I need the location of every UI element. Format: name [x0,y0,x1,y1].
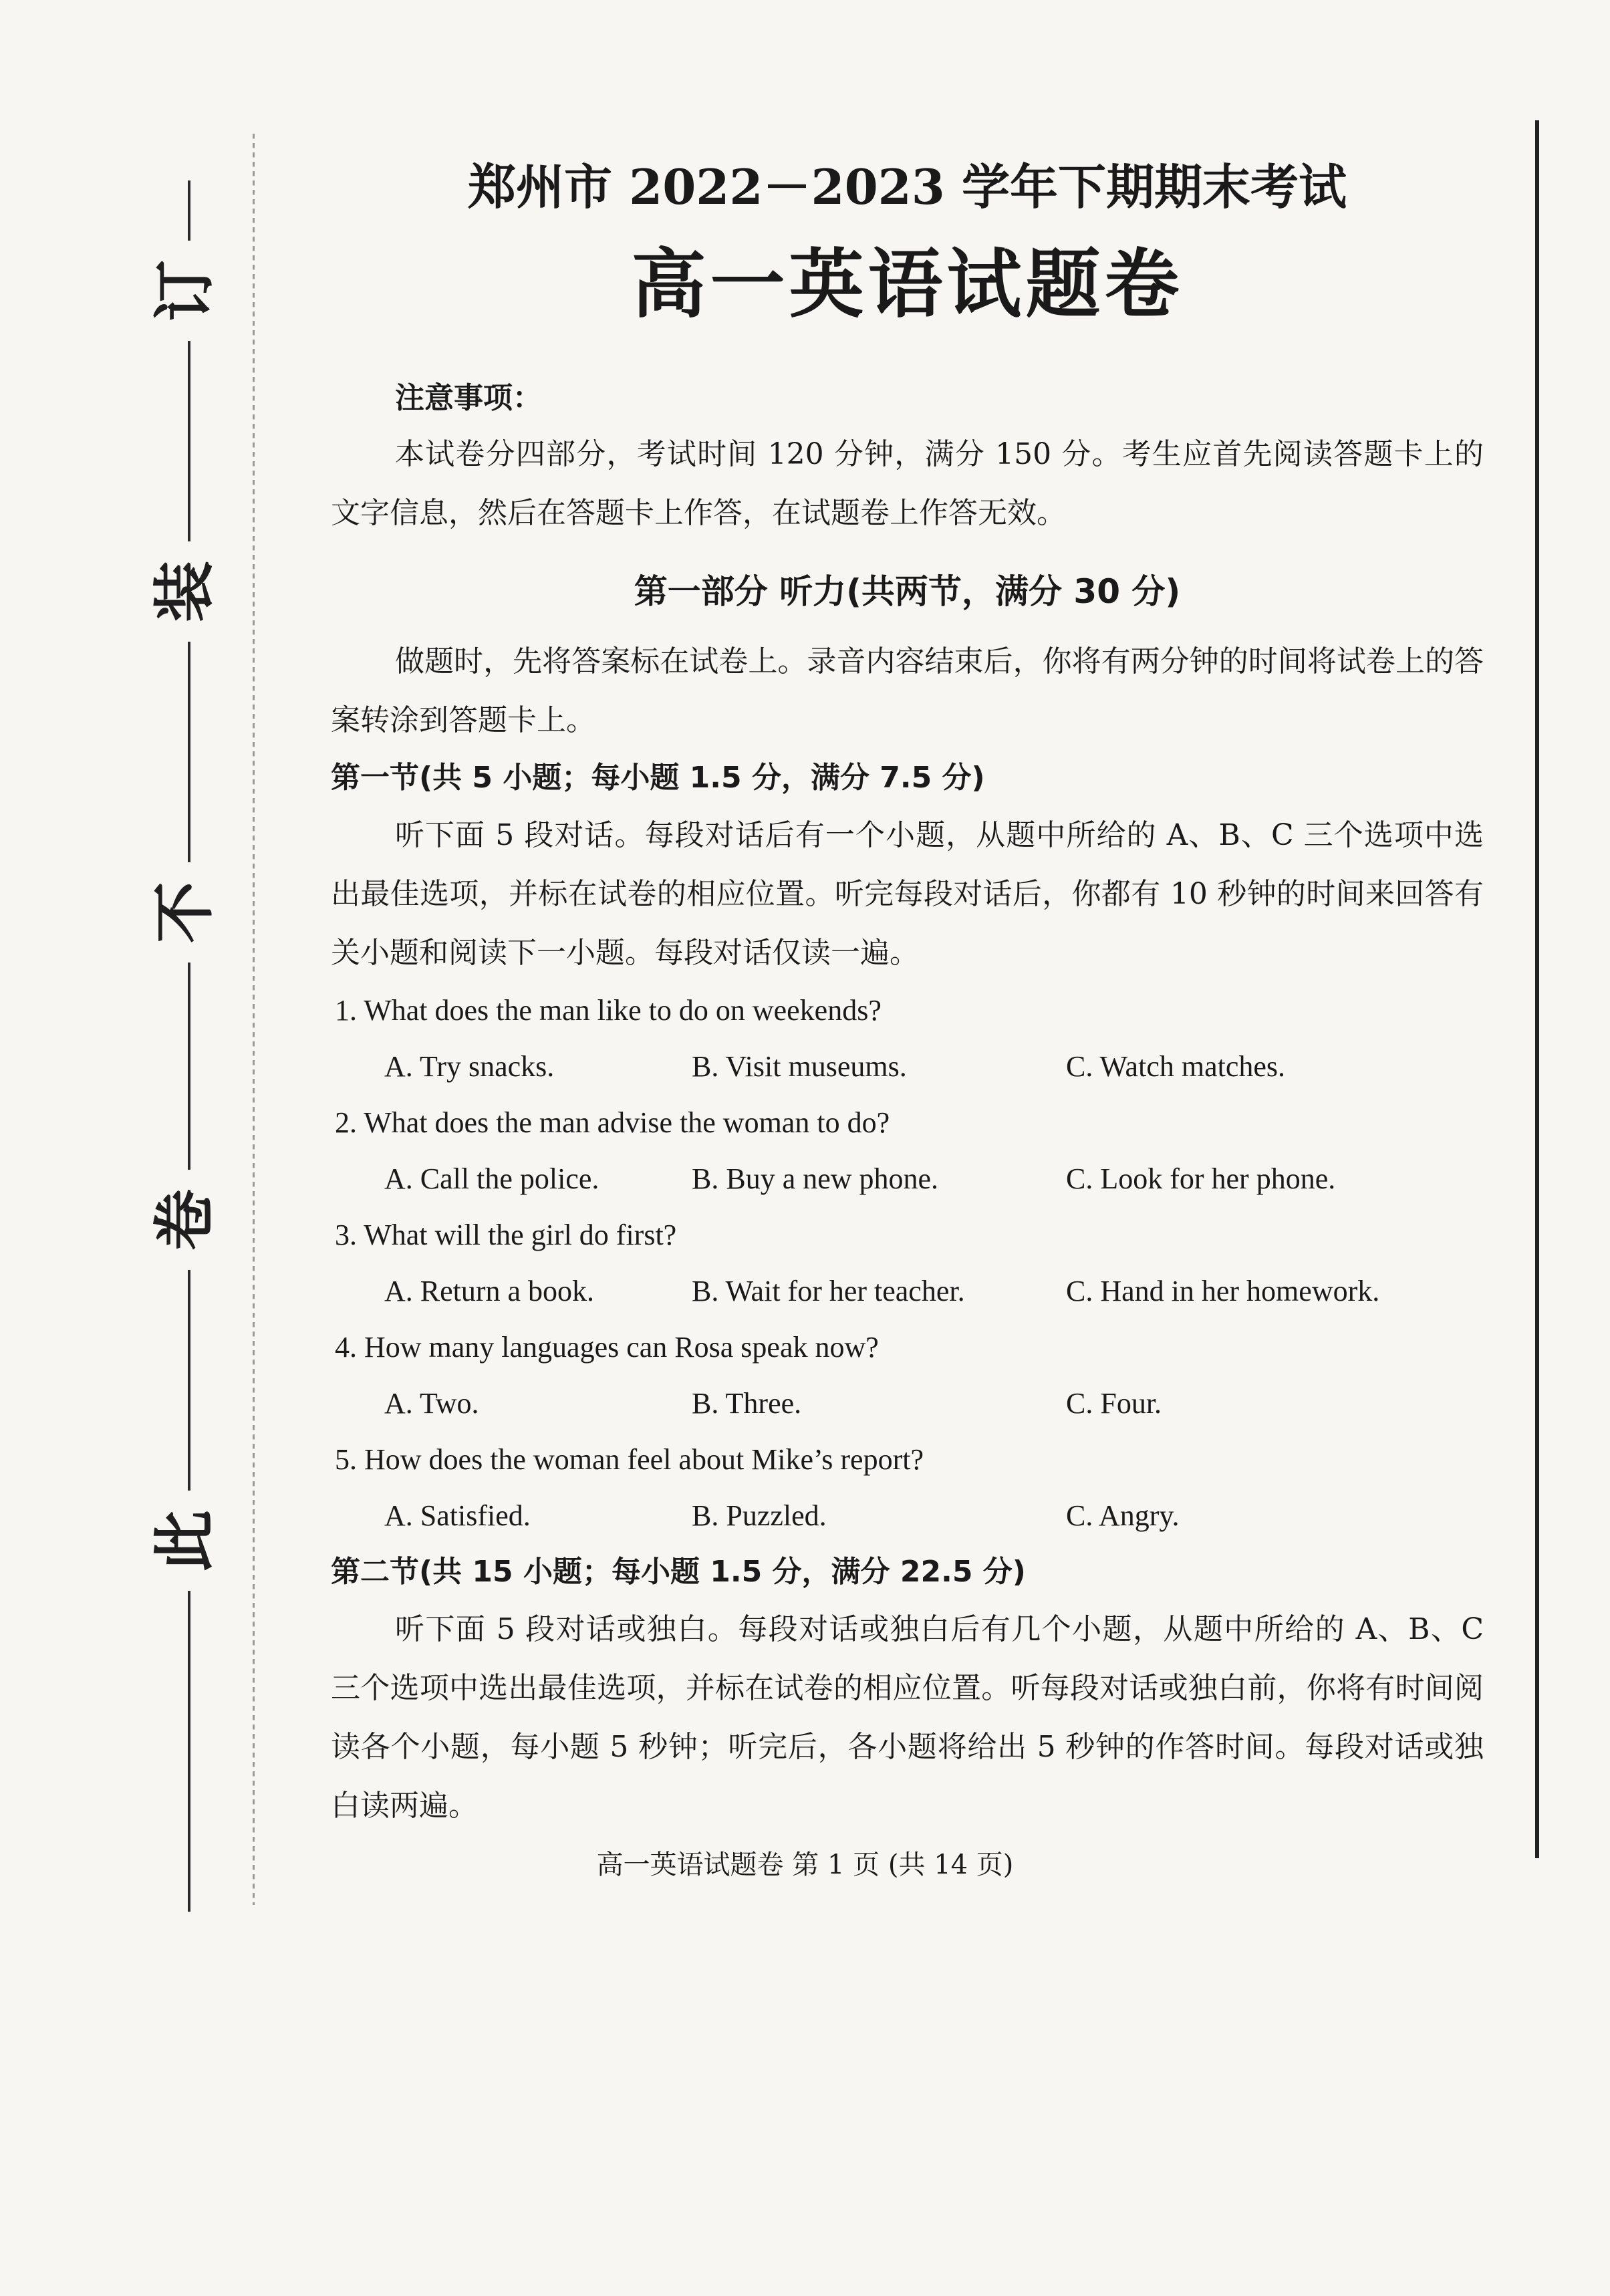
binding-line [188,1270,190,1491]
option-b: B. Wait for her teacher. [692,1275,965,1307]
question-stem: 2. What does the man advise the woman to do? [335,1106,890,1139]
binding-line [188,180,190,241]
binding-char-bu: 不 [148,882,221,944]
part-one-instruction: 做题时，先将答案标在试卷上。录音内容结束后，你将有两分钟的时间将试卷上的答案转涂到答题卡上。 [331,644,1484,737]
option-b: B. Three. [692,1387,802,1420]
option-c: C. Hand in her homework. [1066,1275,1380,1307]
binding-char-zhuang: 装 [148,561,221,623]
option-b: B. Puzzled. [692,1499,827,1532]
binding-char-ding: 订 [148,260,221,322]
option-c: C. Angry. [1066,1499,1180,1532]
section-two-heading: 第二节(共 15 小题；每小题 1.5 分，满分 22.5 分) [331,1555,1026,1589]
binding-char-ci: 此 [148,1510,221,1572]
option-a: A. Two. [384,1387,479,1420]
notice-body: 本试卷分四部分，考试时间 120 分钟，满分 150 分。考生应首先阅读答题卡上的文字信息，然后在答题卡上作答，在试题卷上作答无效。 [331,437,1484,530]
option-a: A. Call the police. [384,1162,599,1195]
option-c: C. Four. [1066,1387,1162,1420]
paper-title: 高一英语试题卷 [631,241,1184,328]
option-row [331,1376,1484,1432]
binding-line [188,642,190,862]
option-b: B. Buy a new phone. [692,1162,939,1195]
option-row [331,1151,1484,1207]
section-one-heading: 第一节(共 5 小题；每小题 1.5 分，满分 7.5 分) [331,761,985,795]
section-two-instruction: 听下面 5 段对话或独白。每段对话或独白后有几个小题，从题中所给的 A、B、C 三个选项中选出最佳选项，并标在试卷的相应位置。听每段对话或独白前，你将有时间阅读各个小题，每小题 5 秒钟；听完后，各小题将给出 5 秒钟的作答时间。每段对话或独白读两遍。 [331,1612,1484,1823]
exam-page-content [331,154,1484,1835]
page-footer: 高一英语试题卷 第 1 页 (共 14 页) [596,1849,1014,1880]
part-one-heading: 第一部分 听力(共两节，满分 30 分) [634,572,1181,611]
option-a: A. Satisfied. [384,1499,531,1532]
binding-margin [134,180,254,1912]
binding-line [188,963,190,1170]
option-row [331,1263,1484,1319]
question-stem: 5. How does the woman feel about Mike’s report? [335,1443,924,1476]
notice-heading: 注意事项： [395,381,542,415]
option-b: B. Visit museums. [692,1050,907,1083]
binding-line [188,341,190,541]
option-a: A. Try snacks. [384,1050,555,1083]
section-one-instruction: 听下面 5 段对话。每段对话后有一个小题，从题中所给的 A、B、C 三个选项中选出最佳选项，并标在试卷的相应位置。听完每段对话后，你都有 10 秒钟的时间来回答有关小题和阅读下一小题。每段对话仅读一遍。 [331,818,1484,970]
option-c: C. Watch matches. [1066,1050,1286,1083]
option-row [331,1039,1484,1095]
question-list [331,983,1484,1544]
page-edge-line [1535,120,1539,1858]
exam-title: 郑州市 2022－2023 学年下期期末考试 [468,158,1347,215]
option-row [331,1488,1484,1544]
option-c: C. Look for her phone. [1066,1162,1336,1195]
binding-char-juan: 卷 [148,1189,221,1251]
question-stem: 3. What will the girl do first? [335,1219,677,1251]
question-stem: 1. What does the man like to do on weekends? [335,994,882,1027]
option-a: A. Return a book. [384,1275,595,1307]
question-stem: 4. How many languages can Rosa speak now? [335,1331,879,1364]
